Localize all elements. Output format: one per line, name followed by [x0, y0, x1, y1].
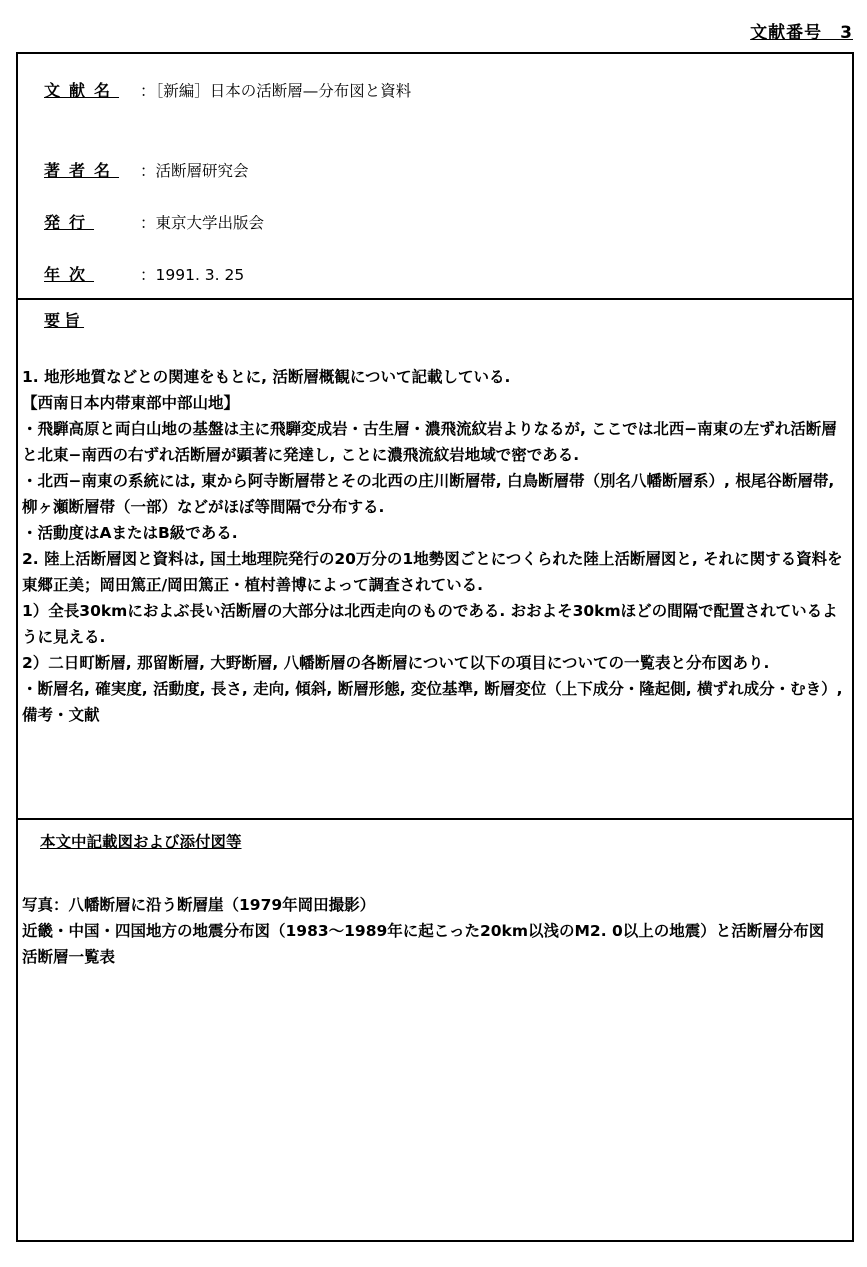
- title-row: [44, 78, 411, 101]
- publisher-row: [44, 210, 264, 233]
- year-row: [44, 262, 244, 285]
- summary-line: 【西南日本内帯東部中部山地】: [22, 394, 240, 412]
- year-label: 年次: [44, 265, 95, 284]
- year-value: ：1991. 3. 25: [140, 266, 245, 284]
- title-label: 文献名: [44, 81, 120, 100]
- summary-line: ・活動度はAまたはB級である.: [22, 524, 238, 542]
- figure-line: 写真：八幡断層に沿う断層崖（1979年岡田撮影）: [22, 896, 376, 914]
- document-number: 文献番号 3: [750, 23, 853, 43]
- publisher-label: 発行: [44, 213, 95, 232]
- summary-section: [18, 298, 852, 820]
- summary-body: [22, 364, 848, 728]
- author-row: [44, 158, 249, 181]
- summary-line: 2. 陸上活断層図と資料は, 国土地理院発行の20万分の1地勢図ごとにつくられた陸上活断層図と, それに関する資料を東郷正美；岡田篤正/岡田篤正・植村善博によって調査されている.: [22, 550, 843, 594]
- title-value: ：［新編］日本の活断層—分布図と資料: [140, 82, 412, 100]
- figure-line: 活断層一覧表: [22, 948, 116, 966]
- figures-body: [22, 892, 848, 970]
- summary-line: ・断層名, 確実度, 活動度, 長さ, 走向, 傾斜, 断層形態, 変位基準, 断層変位（上下成分・隆起側, 横ずれ成分・むき）, 備考・文献: [22, 680, 843, 724]
- author-value: ：活断層研究会: [140, 162, 249, 180]
- document-frame: [16, 52, 854, 1242]
- summary-line: 1. 地形地質などとの関連をもとに, 活断層概観について記載している.: [22, 368, 511, 386]
- metadata-section: [18, 54, 852, 300]
- summary-line: 1）全長30kmにおよぶ長い活断層の大部分は北西走向のものである. おおよそ30kmほどの間隔で配置されているように見える.: [22, 602, 838, 646]
- summary-line: ・北西−南東の系統には, 東から阿寺断層帯とその北西の庄川断層帯, 白鳥断層帯（別名八幡断層系）, 根尾谷断層帯, 柳ヶ瀬断層帯（一部）などがほぼ等間隔で分布する.: [22, 472, 835, 516]
- author-label: 著者名: [44, 161, 120, 180]
- figure-line: 近畿・中国・四国地方の地震分布図（1983〜1989年に起こった20km以浅のM2. 0以上の地震）と活断層分布図: [22, 922, 825, 940]
- figures-heading: 本文中記載図および添付図等: [40, 833, 242, 851]
- publisher-value: ：東京大学出版会: [140, 214, 265, 232]
- summary-line: 2）二日町断層, 那留断層, 大野断層, 八幡断層の各断層について以下の項目についての一覧表と分布図あり.: [22, 654, 770, 672]
- summary-line: ・飛騨高原と両白山地の基盤は主に飛騨変成岩・古生層・濃飛流紋岩よりなるが, ここでは北西−南東の左ずれ活断層と北東−南西の右ずれ活断層が顕著に発達し, ことに濃飛流紋岩地域で密である.: [22, 420, 837, 464]
- summary-heading: 要旨: [44, 311, 85, 330]
- figures-section: [18, 818, 852, 1242]
